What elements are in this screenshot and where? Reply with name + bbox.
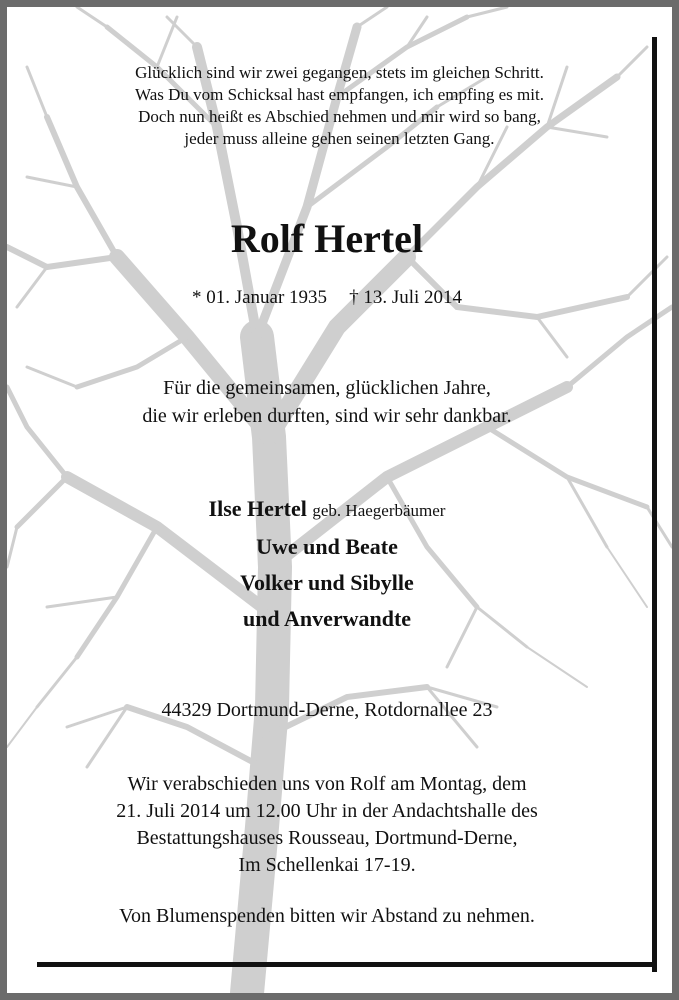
funeral-service-info <box>7 771 647 879</box>
service-line: Bestattungshauses Rousseau, Dortmund-Derne, <box>136 827 518 849</box>
widow-maiden-name: geb. Haegerbäumer <box>312 501 446 520</box>
thanks-text <box>7 374 647 430</box>
service-line: Wir verabschieden uns von Rolf am Montag, dem <box>127 773 527 795</box>
poem-line: Glücklich sind wir zwei gegangen, stets im gleichen Schritt. <box>135 63 544 82</box>
widow-name: Ilse Hertel <box>208 496 307 521</box>
poem-line: Was Du vom Schicksal hast empfangen, ich empfing es mit. <box>135 85 544 104</box>
life-dates <box>7 285 647 311</box>
service-line: 21. Juli 2014 um 12.00 Uhr in der Andachtshalle des <box>116 800 538 822</box>
deceased-name: Rolf Hertel <box>230 216 424 261</box>
thanks-line: die wir erleben durften, sind wir sehr dankbar. <box>142 405 512 427</box>
thanks-line: Für die gemeinsamen, glücklichen Jahre, <box>163 377 491 399</box>
poem-line: Doch nun heißt es Abschied nehmen und mir wird so bang, <box>138 107 541 126</box>
poem-line: jeder muss alleine gehen seinen letzten Gang. <box>184 129 495 148</box>
mourner-line: Volker und Sibylle <box>240 570 414 595</box>
mourners-list <box>7 491 647 637</box>
mourner-line: und Anverwandte <box>242 606 412 631</box>
flowers-note: Von Blumenspenden bitten wir Abstand zu nehmen. <box>119 905 535 927</box>
death-date: † 13. Juli 2014 <box>349 287 463 308</box>
frame-right-border <box>652 37 657 972</box>
mourner-line: Uwe und Beate <box>256 534 398 559</box>
obituary-sheet <box>7 7 672 993</box>
birth-date: * 01. Januar 1935 <box>191 287 328 308</box>
service-line: Im Schellenkai 17-19. <box>238 854 416 876</box>
mourner-widow <box>7 491 647 529</box>
family-address: 44329 Dortmund-Derne, Rotdornallee 23 <box>161 699 493 721</box>
frame-bottom-border <box>37 962 657 967</box>
poem <box>27 62 652 150</box>
